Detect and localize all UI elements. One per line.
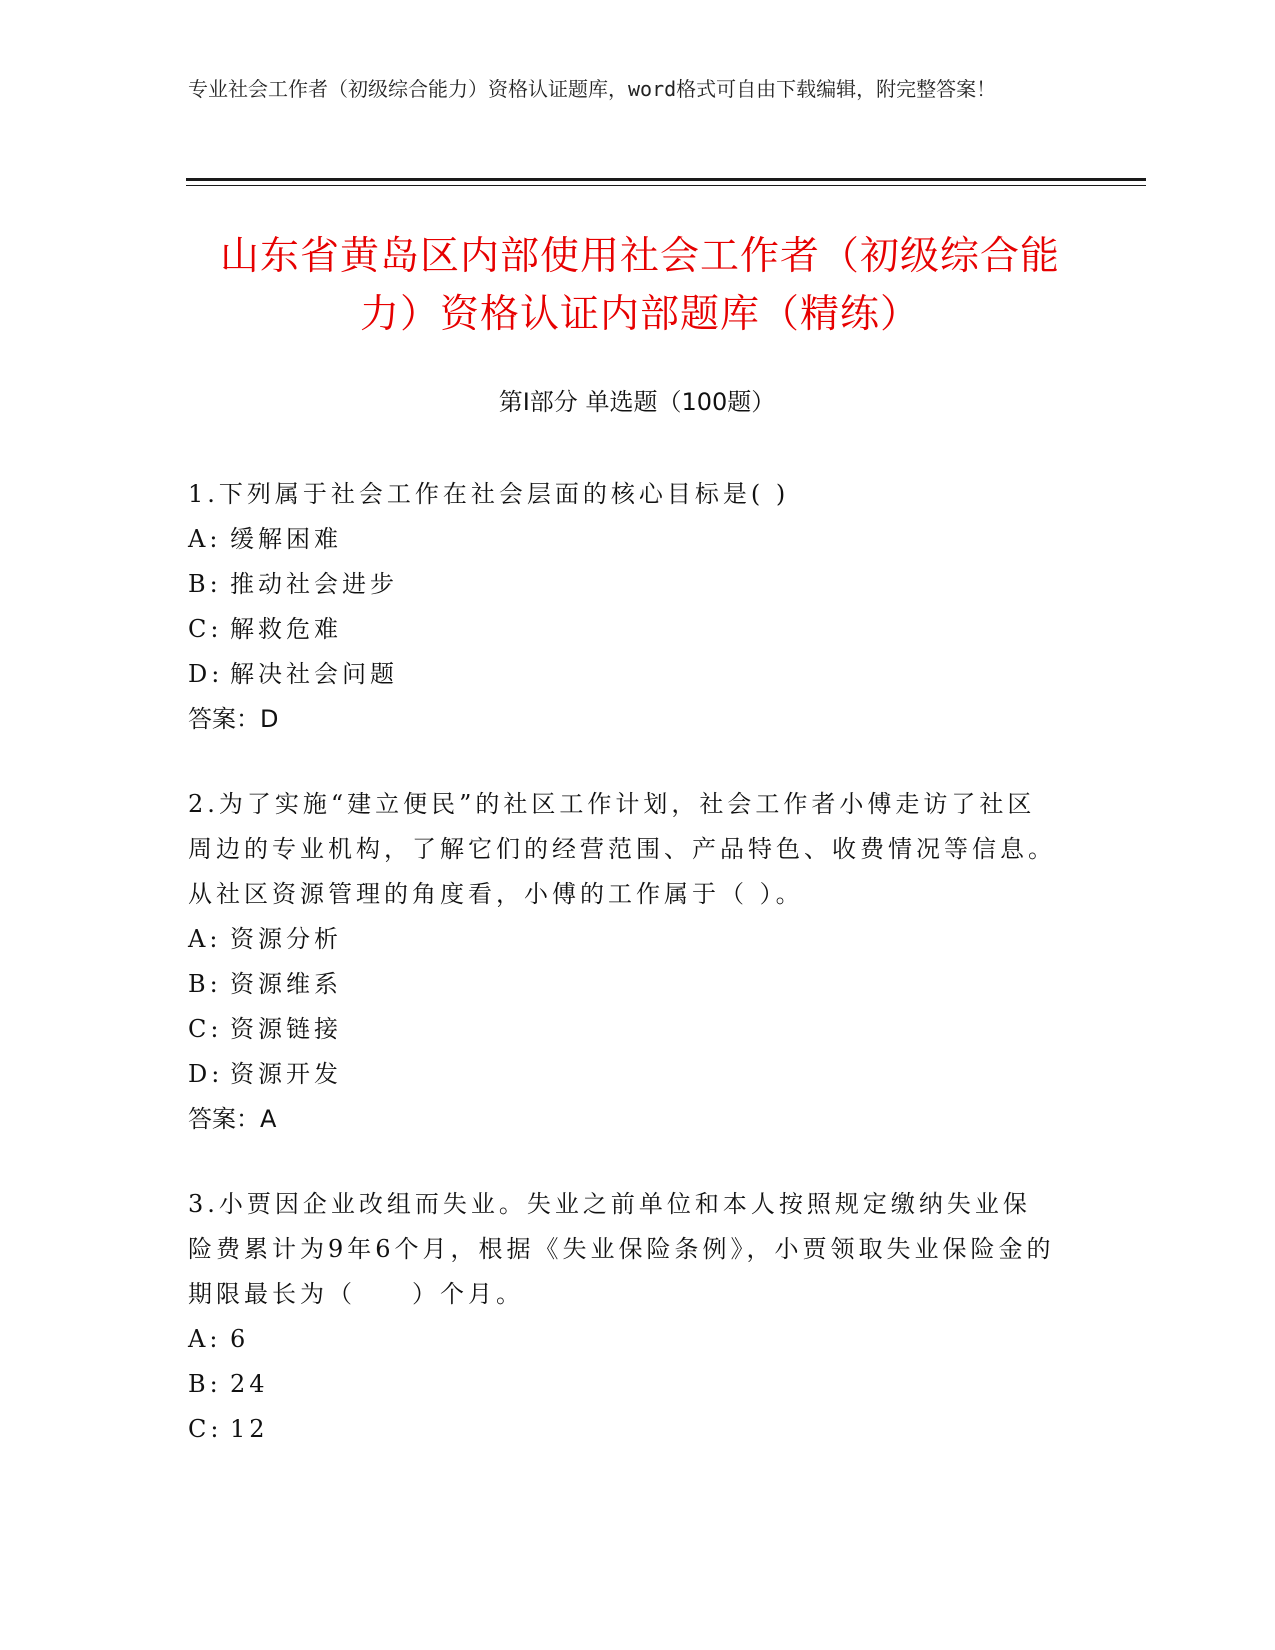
option-text: 解救危难 — [230, 615, 342, 643]
question-list — [188, 472, 1058, 1492]
header-rule-thick — [186, 178, 1146, 181]
option-text: 资源开发 — [230, 1060, 342, 1088]
option-letter: B: — [188, 970, 222, 998]
option-text: 24 — [230, 1370, 269, 1398]
question-stem: 2.为了实施“建立便民”的社区工作计划，社会工作者小傅走访了社区周边的专业机构，了解它们的经营范围、产品特色、收费情况等信息。从社区资源管理的角度看，小傅的工作属于（ ）。 — [188, 790, 1056, 908]
question-stem: 1.下列属于社会工作在社会层面的核心目标是( ) — [188, 480, 790, 508]
option-text: 资源分析 — [230, 925, 342, 953]
option-letter: A: — [188, 525, 222, 553]
option-text: 12 — [230, 1415, 269, 1443]
option-d — [188, 1052, 1058, 1097]
option-letter: B: — [188, 570, 222, 598]
answer-line: 答案：D — [188, 705, 279, 733]
option-text: 推动社会进步 — [230, 570, 398, 598]
question-1 — [188, 472, 1058, 742]
option-b — [188, 1362, 1058, 1407]
option-b — [188, 562, 1058, 607]
document-title: 山东省黄岛区内部使用社会工作者（初级综合能力）资格认证内部题库（精练） — [219, 234, 1060, 337]
question-2 — [188, 782, 1058, 1142]
option-letter: D: — [188, 1060, 224, 1088]
option-a — [188, 1317, 1058, 1362]
option-letter: A: — [188, 1325, 222, 1353]
answer-line: 答案：A — [188, 1105, 277, 1133]
option-text: 解决社会问题 — [230, 660, 398, 688]
option-b — [188, 962, 1058, 1007]
option-letter: C: — [188, 1415, 223, 1443]
option-text: 资源维系 — [230, 970, 342, 998]
header-note: 专业社会工作者（初级综合能力）资格认证题库，word格式可自由下载编辑，附完整答案！ — [188, 77, 997, 101]
option-c — [188, 1007, 1058, 1052]
option-text: 资源链接 — [230, 1015, 342, 1043]
option-letter: A: — [188, 925, 222, 953]
option-a — [188, 917, 1058, 962]
option-text: 6 — [230, 1325, 250, 1353]
option-text: 缓解困难 — [230, 525, 342, 553]
option-d — [188, 652, 1058, 697]
option-c — [188, 607, 1058, 652]
option-a — [188, 517, 1058, 562]
option-c — [188, 1407, 1058, 1452]
option-letter: B: — [188, 1370, 222, 1398]
question-3 — [188, 1182, 1058, 1452]
section-heading: 第Ⅰ部分 单选题（100题） — [498, 388, 776, 416]
header-rule-thin — [186, 185, 1146, 186]
question-stem: 3.小贾因企业改组而失业。失业之前单位和本人按照规定缴纳失业保险费累计为9年6个月，根据《失业保险条例》，小贾领取失业保险金的期限最长为（ ）个月。 — [188, 1190, 1055, 1308]
option-letter: C: — [188, 1015, 223, 1043]
option-letter: D: — [188, 660, 224, 688]
option-letter: C: — [188, 615, 223, 643]
